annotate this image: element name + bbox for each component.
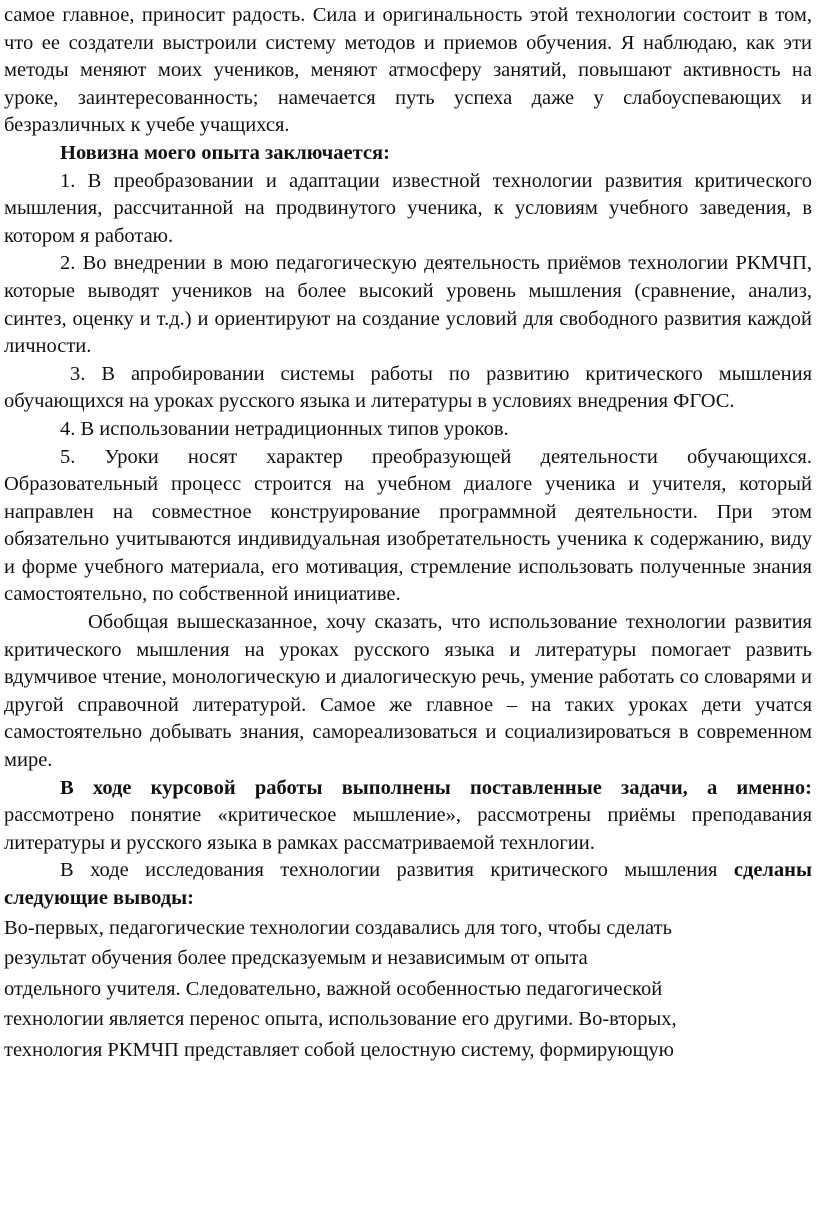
coursework-paragraph — [4, 775, 812, 858]
conclusion-line: технология РКМЧП представляет собой целостную систему, формирующую — [4, 1038, 674, 1061]
novelty-heading: Новизна моего опыта заключается: — [60, 141, 390, 164]
conclusion-line: технологии является перенос опыта, использование его другими. Во-вторых, — [4, 1008, 677, 1031]
novelty-item-1: 1. В преобразовании и адаптации известной технологии развития критического мышления, рассчитанной на продвинутого ученика, к условиям учебного заведения, в котором я работаю. — [4, 169, 812, 247]
conclusion-block — [4, 913, 812, 1066]
novelty-item-2: 2. Во внедрении в мою педагогическую деятельность приёмов технологии РКМЧП, которые выводят учеников на более высокий уровень мышления (сравнение, анализ, синтез, оценку и т.д.) и ориентируют на создание условий для свободного развития каждой личности. — [4, 252, 812, 358]
intro-paragraph: самое главное, приносит радость. Сила и оригинальность этой технологии состоит в том, что ее создатели выстроили систему методов и приемов обучения. Я наблюдаю, как эти методы меняют моих учеников, меняют атмосферу занятий, повышают активность на уроке, заинтересованность; намечается путь успеха даже у слабоуспевающих и безразличных к учебе учащихся. — [4, 4, 812, 137]
novelty-item-5: 5. Уроки носят характер преобразующей деятельности обучающихся. Образовательный процесс строится на учебном диалоге ученика и учителя, который направлен на совместное конструирование программной деятельности. При этом обязательно учитываются индивидуальная изобретательность ученика к содержанию, виду и форме учебного материала, его мотивация, стремление использовать полученные знания самостоятельно, по собственной инициативе. — [4, 445, 812, 606]
conclusion-line: результат обучения более предсказуемым и независимым от опыта — [4, 947, 588, 970]
novelty-item-3: 3. В апробировании системы работы по развитию критического мышления обучающихся на уроках русского языка и литературы в условиях внедрения ФГОС. — [4, 362, 812, 413]
research-paragraph — [4, 857, 812, 912]
novelty-item-4: 4. В использовании нетрадиционных типов уроков. — [60, 417, 509, 440]
summary-paragraph: Обобщая вышесказанное, хочу сказать, что использование технологии развития критического мышления на уроках русского языка и литературы помогает развить вдумчивое чтение, монологическую и диалогическую речь, умение работать со словарями и другой справочной литературой. Самое же главное – на таких уроках дети учатся самостоятельно добывать знания, самореализоваться и социализироваться в современном мире. — [4, 611, 812, 772]
conclusion-line: Во-первых, педагогические технологии создавались для того, чтобы сделать — [4, 916, 672, 939]
research-intro-text: В ходе исследования технологии развития критического мышления — [60, 859, 734, 882]
coursework-bold-text: В ходе курсовой работы выполнены поставленные задачи, а именно: — [60, 776, 812, 799]
coursework-text: рассмотрено понятие «критическое мышление», рассмотрены приёмы преподавания литературы и русского языка в рамках рассматриваемой технлогии. — [4, 804, 812, 854]
research-bold-text: сделаны следующие выводы: — [4, 859, 812, 909]
conclusion-line: отдельного учителя. Следовательно, важной особенностью педагогической — [4, 977, 663, 1000]
